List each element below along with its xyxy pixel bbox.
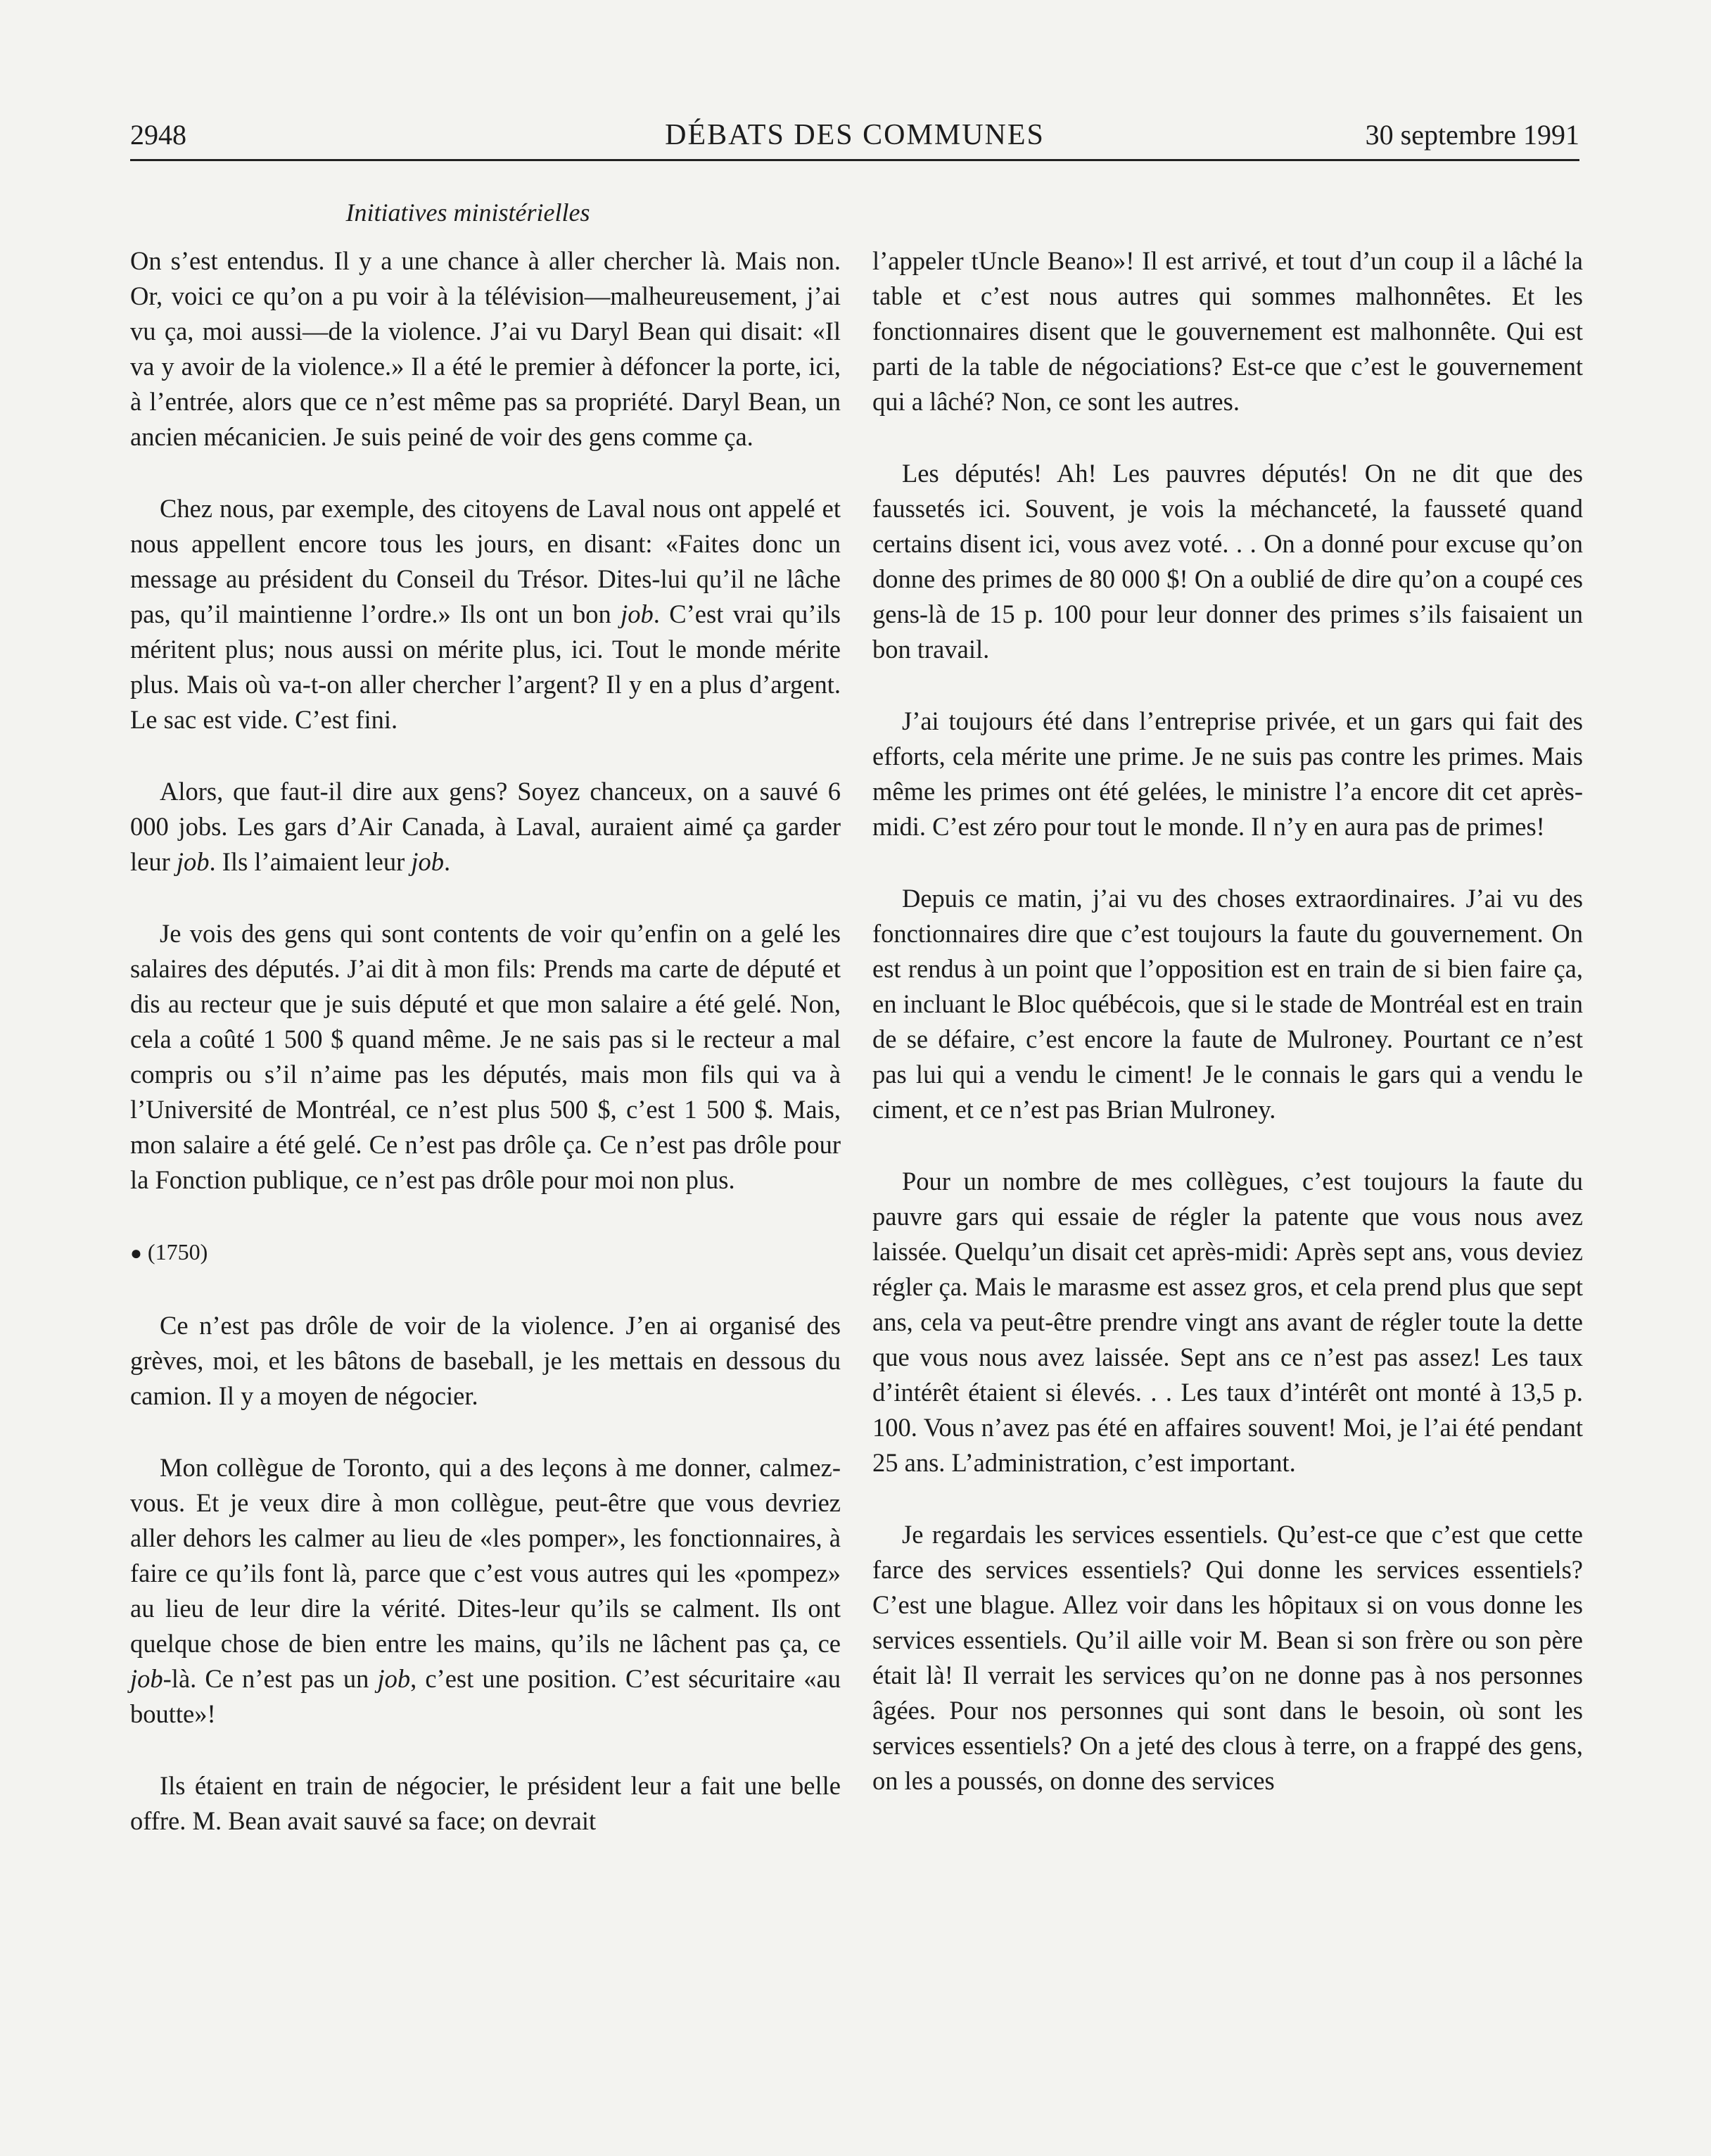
paragraph: l’appeler tUncle Beano»! Il est arrivé, et tout d’un coup il a lâché la table et c’est nous autres qui sommes malhonnêtes. Et les fonctionnaires disent que le gouvernement est malhonnête. Qui est parti de la table de négociations? Est-ce que c’est le gouvernement qui a lâché? Non, ce sont les autres. — [872, 246, 1583, 416]
publication-title: DÉBATS DES COMMUNES — [665, 119, 1045, 151]
paragraph: Chez nous, par exemple, des citoyens de Laval nous ont appelé et nous appellent encore tous les jours, en disant: «Faites donc un message au président du Conseil du Trésor. Dites-lui qu’il ne lâche pas, qu’il maintienne l’ordre.» Ils ont un bon job. C’est vrai qu’ils méritent plus; nous aussi on mérite plus, ici. Tout le monde mérite plus. Mais où va-t-on aller chercher l’argent? Il y en a plus d’argent. Le sac est vide. C’est fini. — [130, 494, 841, 734]
paragraph: Les députés! Ah! Les pauvres députés! On ne dit que des faussetés ici. Souvent, je vois la méchanceté, la fausseté quand certains disent ici, vous avez voté. . . On a donné pour excuse qu’on donne des primes de 80 000 $! On a oublié de dire qu’on a coupé ces gens-là de 15 p. 100 pour leur donner des primes s’ils faisaient un bon travail. — [872, 459, 1583, 664]
paragraph: Je regardais les services essentiels. Qu’est-ce que c’est que cette farce des services essentiels? Qui donne les services essentiels? C’est une blague. Allez voir dans les hôpitaux si on vous donne les services essentiels. Qu’il aille voir M. Bean si son frère ou son père était là! Il verrait les services qu’on ne donne pas à nos personnes âgées. Pour nos personnes qui sont dans le besoin, où sont les services essentiels? On a jeté des clous à terre, on a frappé des gens, on les a poussés, on donne des services — [872, 1520, 1583, 1795]
section-heading: Initiatives ministérielles — [345, 198, 590, 227]
left-column — [130, 243, 841, 1839]
paragraph: Mon collègue de Toronto, qui a des leçons à me donner, calmez-vous. Et je veux dire à mon collègue, peut-être que vous devriez aller dehors les calmer au lieu de «les pomper», les fonctionnaires, à faire ce qu’ils font là, parce que c’est vous autres qui les «pompez» au lieu de leur dire la vérité. Dites-leur qu’ils se calment. Ils ont quelque chose de bien entre les mains, qu’ils ne lâchent pas ça, ce job-là. Ce n’est pas un job, c’est une position. C’est sécuritaire «au boutte»! — [130, 1453, 841, 1728]
page-header — [130, 120, 1579, 161]
bullet-icon: ● — [130, 1243, 142, 1264]
paragraph: Ils étaient en train de négocier, le président leur a fait une belle offre. M. Bean avait sauvé sa face; on devrait — [130, 1771, 841, 1835]
paragraph: Ce n’est pas drôle de voir de la violence. J’en ai organisé des grèves, moi, et les bâtons de baseball, je les mettais en dessous du camion. Il y a moyen de négocier. — [130, 1311, 841, 1410]
time-marker: ● (1750) — [130, 1239, 208, 1264]
paragraph: Alors, que faut-il dire aux gens? Soyez chanceux, on a sauvé 6 000 jobs. Les gars d’Air Canada, à Laval, auraient aimé ça garder leur job. Ils l’aimaient leur job. — [130, 777, 841, 876]
page-number: 2948 — [130, 119, 186, 151]
right-column — [872, 243, 1583, 1799]
paragraph: Pour un nombre de mes collègues, c’est toujours la faute du pauvre gars qui essaie de régler la patente que vous nous avez laissée. Quelqu’un disait cet après-midi: Après sept ans, vous deviez régler ça. Mais le marasme est assez gros, et cela prend plus que sept ans, cela va peut-être prendre vingt ans avant de régler toute la dette que vous nous avez laissée. Sept ans ce n’est pas assez! Les taux d’intérêt étaient si élevés. . . Les taux d’intérêt ont monté à 13,5 p. 100. Vous n’avez pas été en affaires souvent! Moi, je l’ai été pendant 25 ans. L’administration, c’est important. — [872, 1167, 1583, 1477]
publication-date: 30 septembre 1991 — [1365, 119, 1579, 151]
paragraph: Je vois des gens qui sont contents de voir qu’enfin on a gelé les salaires des députés. J’ai dit à mon fils: Prends ma carte de député et dis au recteur que je suis député et que mon salaire a été gelé. Non, cela a coûté 1 500 $ quand même. Je ne sais pas si le recteur a mal compris ou s’il n’aime pas les députés, mais mon fils qui va à l’Université de Montréal, ce n’est plus 500 $, c’est 1 500 $. Mais, mon salaire a été gelé. Ce n’est pas drôle ça. Ce n’est pas drôle pour la Fonction publique, ce n’est pas drôle pour moi non plus. — [130, 919, 841, 1194]
paragraph: On s’est entendus. Il y a une chance à aller chercher là. Mais non. Or, voici ce qu’on a pu voir à la télévision—malheureusement, j’ai vu ça, moi aussi—de la violence. J’ai vu Daryl Bean qui disait: «Il va y avoir de la violence.» Il a été le premier à défoncer la porte, ici, à l’entrée, alors que ce n’est même pas sa propriété. Daryl Bean, un ancien mécanicien. Je suis peiné de voir des gens comme ça. — [130, 246, 841, 451]
paragraph: J’ai toujours été dans l’entreprise privée, et un gars qui fait des efforts, cela mérite une prime. Je ne suis pas contre les primes. Mais même les primes ont été gelées, le ministre l’a encore dit cet après-midi. C’est zéro pour tout le monde. Il n’y en aura pas de primes! — [872, 706, 1583, 841]
paragraph: Depuis ce matin, j’ai vu des choses extraordinaires. J’ai vu des fonctionnaires dire que c’est toujours la faute du gouvernement. On est rendus à un point que l’opposition est en train de si bien faire ça, en incluant le Bloc québécois, que si le stade de Montréal est en train de se défaire, c’est encore la faute de Mulroney. Pourtant ce n’est pas lui qui a vendu le ciment! Je le connais le gars qui a vendu le ciment, et ce n’est pas Brian Mulroney. — [872, 884, 1583, 1124]
